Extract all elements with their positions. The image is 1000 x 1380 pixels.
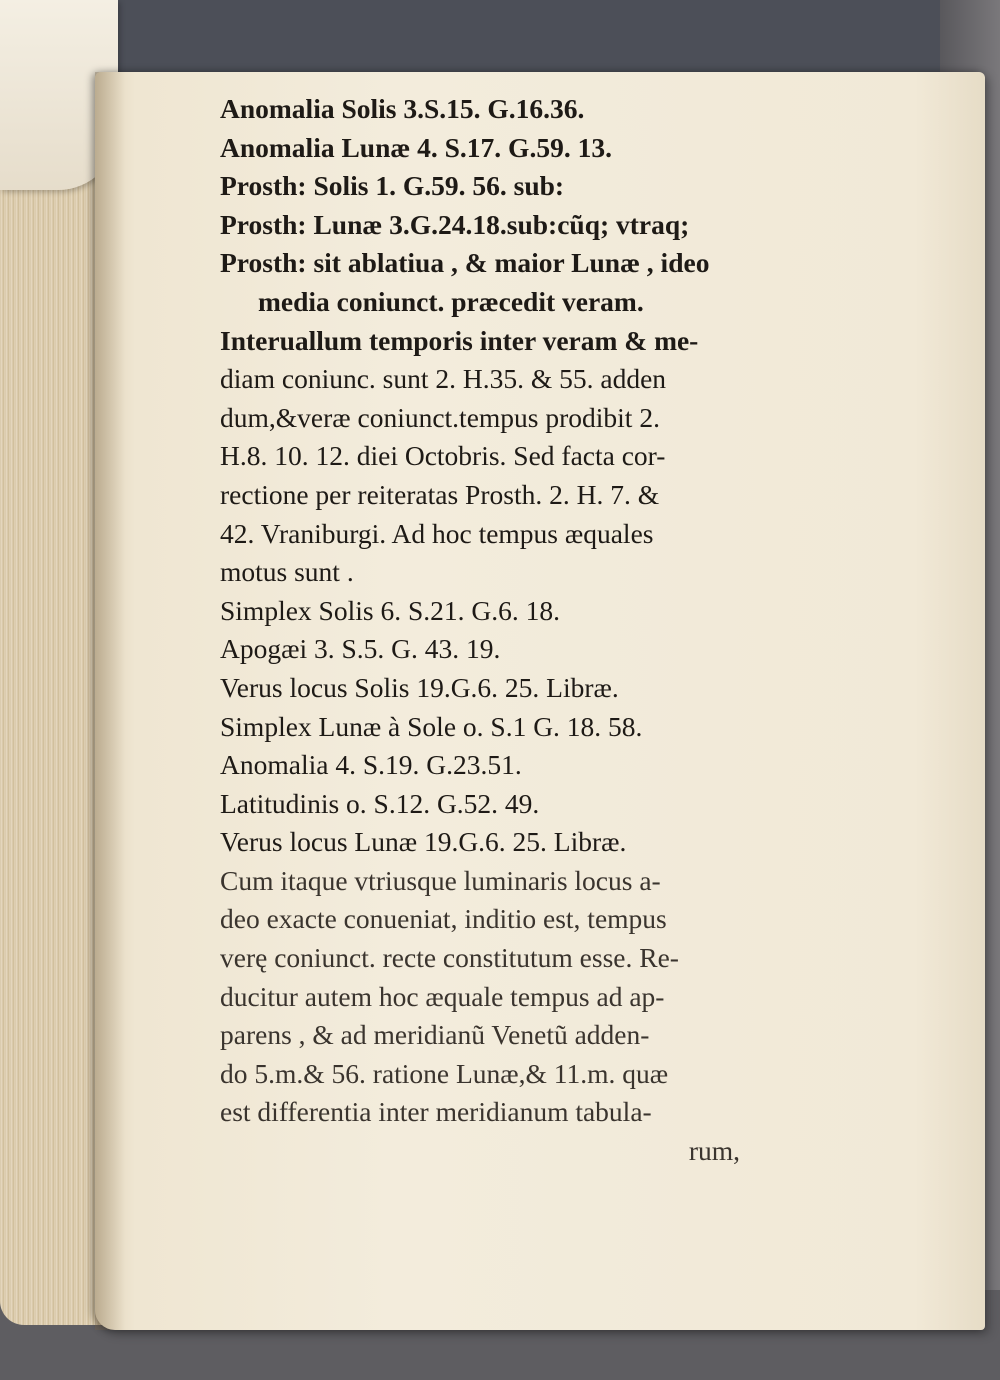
text-line: Simplex Solis 6. S.21. G.6. 18. xyxy=(220,594,560,626)
text-line: Cum itaque vtriusque luminaris locus a- xyxy=(220,864,661,896)
text-line: diam coniunc. sunt 2. H.35. & 55. adden xyxy=(220,363,667,395)
text-line: verę coniunct. recte constitutum esse. Re- xyxy=(220,942,679,974)
text-line: Prosth: sit ablatiua , & maior Lunæ , ideo xyxy=(220,247,710,279)
text-line: Anomalia Lunæ 4. S.17. G.59. 13. xyxy=(220,131,612,163)
text-line: Prosth: Lunæ 3.G.24.18.sub:cũq; vtraq; xyxy=(220,208,690,240)
text-line: est differentia inter meridianum tabula- xyxy=(220,1096,652,1128)
catchword: rum, xyxy=(688,1135,740,1167)
text-line: H.8. 10. 12. diei Octobris. Sed facta cor- xyxy=(220,440,666,472)
text-line: media coniunct. præcedit veram. xyxy=(258,285,644,317)
text-line: deo exacte conueniat, inditio est, tempus xyxy=(220,903,667,935)
page-gutter-shadow xyxy=(95,72,125,1330)
text-line: Verus locus Lunæ 19.G.6. 25. Libræ. xyxy=(220,826,627,858)
text-line: motus sunt . xyxy=(220,556,354,588)
text-line: 42. Vraniburgi. Ad hoc tempus æquales xyxy=(220,517,654,549)
text-line: rectione per reiteratas Prosth. 2. H. 7. & xyxy=(220,478,660,510)
text-line: Anomalia Solis 3.S.15. G.16.36. xyxy=(220,93,585,124)
text-line: Interuallum temporis inter veram & me- xyxy=(220,324,699,356)
text-line: Verus locus Solis 19.G.6. 25. Libræ. xyxy=(220,671,619,703)
backdrop-top xyxy=(0,0,1000,80)
text-line: Anomalia 4. S.19. G.23.51. xyxy=(220,749,522,781)
text-line: do 5.m.& 56. ratione Lunæ,& 11.m. quæ xyxy=(220,1057,669,1089)
text-line: dum,&veræ coniunct.tempus prodibit 2. xyxy=(220,401,660,433)
text-line: Latitudinis o. S.12. G.52. 49. xyxy=(220,787,540,819)
text-line: parens , & ad meridianũ Venetũ adden- xyxy=(220,1019,650,1051)
text-line: ducitur autem hoc æquale tempus ad ap- xyxy=(220,980,665,1012)
text-line: Simplex Lunæ à Sole o. S.1 G. 18. 58. xyxy=(220,710,643,742)
page-text xyxy=(220,90,780,1171)
text-line: Apogæi 3. S.5. G. 43. 19. xyxy=(220,633,501,665)
text-line: Prosth: Solis 1. G.59. 56. sub: xyxy=(220,170,565,202)
